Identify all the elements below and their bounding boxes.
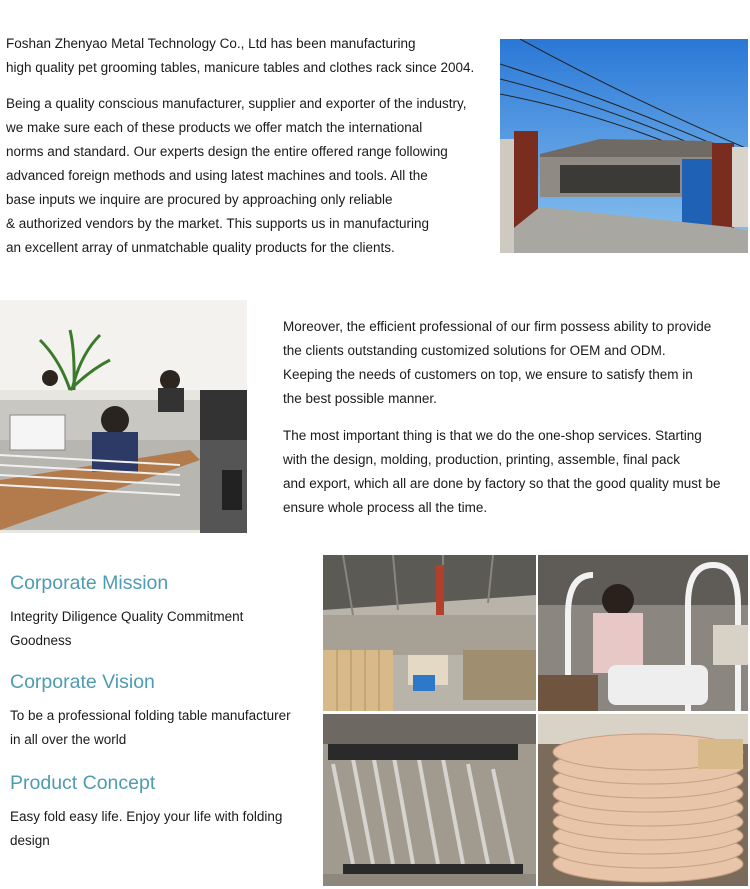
- middle-line: Moreover, the efficient professional of our firm possess ability to provide: [283, 319, 712, 334]
- intro-para-line: base inputs we inquire are procured by approaching only reliable: [6, 192, 393, 207]
- middle-line: Keeping the needs of customers on top, we ensure to satisfy them in: [283, 367, 693, 382]
- mission-line: Integrity Diligence Quality Commitment: [10, 609, 244, 624]
- intro-text: [6, 32, 496, 80]
- vision-line: To be a professional folding table manufacturer: [10, 708, 291, 723]
- assembly-worker-photo: [538, 555, 748, 711]
- intro-line: Foshan Zhenyao Metal Technology Co., Ltd has been manufacturing: [6, 36, 416, 51]
- intro-para-line: Being a quality conscious manufacturer, supplier and exporter of the industry,: [6, 96, 467, 111]
- metal-frames-photo: [323, 714, 536, 886]
- intro-para-line: advanced foreign methods and using latest machines and tools. All the: [6, 168, 428, 183]
- middle-paragraph-2: [283, 424, 745, 520]
- middle-line: with the design, molding, production, printing, assemble, final pack: [283, 452, 680, 467]
- vision-section: [10, 671, 315, 752]
- table-tops-photo: [538, 714, 748, 886]
- mission-section: [10, 572, 315, 653]
- concept-line: Easy fold easy life. Enjoy your life with folding: [10, 809, 283, 824]
- factory-floor-photo: [323, 555, 536, 711]
- middle-line: the best possible manner.: [283, 391, 437, 406]
- mission-title: Corporate Mission: [10, 572, 169, 594]
- factory-exterior-photo: [500, 39, 748, 253]
- concept-line: design: [10, 833, 50, 848]
- intro-line: high quality pet grooming tables, manicure tables and clothes rack since 2004.: [6, 60, 475, 75]
- intro-para-line: & authorized vendors by the market. This supports us in manufacturing: [6, 216, 429, 231]
- concept-title: Product Concept: [10, 772, 156, 794]
- vision-line: in all over the world: [10, 732, 127, 747]
- mission-line: Goodness: [10, 633, 72, 648]
- intro-para-line: an excellent array of unmatchable quality products for the clients.: [6, 240, 395, 255]
- office-photo: [0, 300, 247, 533]
- vision-text: [10, 704, 315, 752]
- middle-line: The most important thing is that we do the one-shop services. Starting: [283, 428, 702, 443]
- middle-paragraph-1: [283, 315, 745, 411]
- concept-text: [10, 805, 315, 853]
- concept-section: [10, 772, 315, 853]
- intro-paragraph: [6, 92, 496, 260]
- middle-line: ensure whole process all the time.: [283, 500, 488, 515]
- intro-para-line: we make sure each of these products we offer match the international: [6, 120, 423, 135]
- mission-text: [10, 605, 315, 653]
- middle-line: and export, which all are done by factory so that the good quality must be: [283, 476, 721, 491]
- vision-title: Corporate Vision: [10, 671, 155, 693]
- intro-para-line: norms and standard. Our experts design the entire offered range following: [6, 144, 448, 159]
- middle-line: the clients outstanding customized solutions for OEM and ODM.: [283, 343, 666, 358]
